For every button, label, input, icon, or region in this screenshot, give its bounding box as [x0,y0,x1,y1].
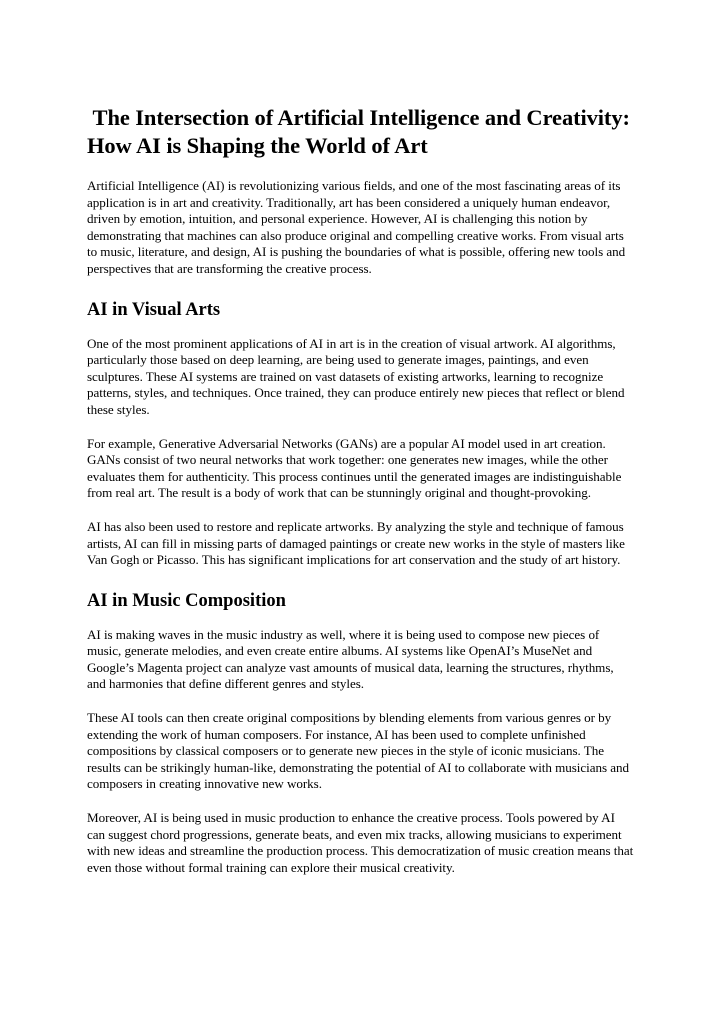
document-body [87,104,635,876]
visual-arts-paragraph-1: One of the most prominent applications of AI in art is in the creation of visual artwork. AI algorithms, particularly those based on deep learning, are being used to generate images, paintings, and even sculptures. These AI systems are trained on vast datasets of existing artworks, learning to recognize patterns, styles, and techniques. Once trained, they can produce entirely new pieces that reflect or blend these styles. [87,335,625,417]
section-heading-visual-arts: AI in Visual Arts [87,299,221,320]
music-paragraph-1: AI is making waves in the music industry as well, where it is being used to compose new pieces of music, generate melodies, and even create entire albums. AI systems like OpenAI’s MuseNet and Google’s Magenta project can analyze vast amounts of musical data, learning the structures, rhythms, and harmonies that define different genres and styles. [87,626,614,692]
intro-paragraph: Artificial Intelligence (AI) is revolutionizing various fields, and one of the most fascinating areas of its application is in art and creativity. Traditionally, art has been considered a uniquely human endeavor, driven by emotion, intuition, and personal experience. However, AI is challenging this notion by demonstrating that machines can also produce original and compelling creative works. From visual arts to music, literature, and design, AI is pushing the boundaries of what is possible, offering new tools and perspectives that are transforming the creative process. [87,178,626,276]
music-paragraph-2: These AI tools can then create original compositions by blending elements from various genres or by extending the work of human composers. For instance, AI has been used to complete unfinished compositions by classical composers or to generate new pieces in the style of iconic musicians. The results can be strikingly human-like, demonstrating the potential of AI to collaborate with musicians and composers in creating innovative new works. [87,710,630,792]
section-heading-music-composition: AI in Music Composition [87,590,286,611]
document-title: The Intersection of Artificial Intelligence and Creativity: How AI is Shaping the World of Art [87,105,636,158]
visual-arts-paragraph-2: For example, Generative Adversarial Networks (GANs) are a popular AI model used in art creation. GANs consist of two neural networks that work together: one generates new images, while the other evaluates them for authenticity. This process continues until the generated images are indistinguishable from real art. The result is a body of work that can be stunningly original and thought-provoking. [87,435,622,501]
visual-arts-paragraph-3: AI has also been used to restore and replicate artworks. By analyzing the style and technique of famous artists, AI can fill in missing parts of damaged paintings or create new works in the style of masters like Van Gogh or Picasso. This has significant implications for art conservation and the study of art history. [87,518,625,568]
music-paragraph-3: Moreover, AI is being used in music production to enhance the creative process. Tools powered by AI can suggest chord progressions, generate beats, and even mix tracks, allowing musicians to experiment with new ideas and streamline the production process. This democratization of music creation means that even those without formal training can explore their musical creativity. [87,810,634,875]
